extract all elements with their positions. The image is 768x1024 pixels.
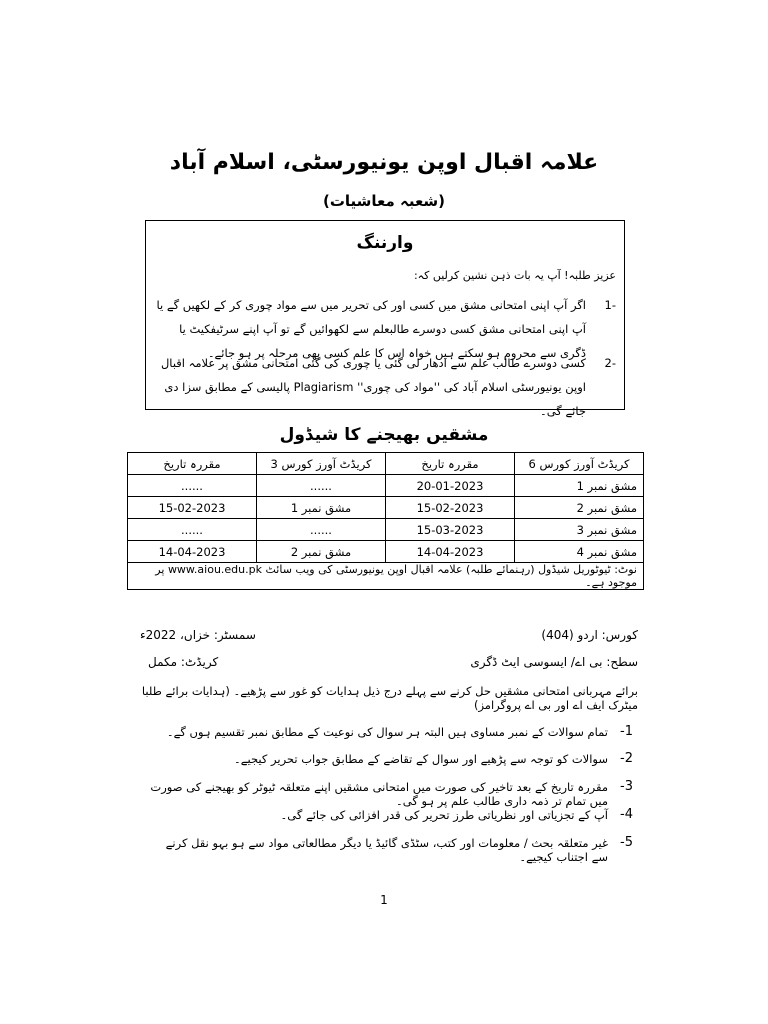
instructions-intro: برائے مہربانی امتحانی مشقیں حل کرنے سے پہلے درج ذیل ہدایات کو غور سے پڑھیے۔ (ہدایات برائے طلبا میٹرک ایف اے اور بی اے پروگرامز): [141, 684, 638, 712]
table-row: [128, 541, 644, 563]
cell-course3: مشق نمبر 2: [257, 541, 386, 563]
instruction-number: -4: [620, 807, 633, 822]
cell-date6: 14-04-2023: [386, 541, 515, 563]
cell-date3: ......: [128, 519, 257, 541]
instruction-item: سوالات کو توجہ سے پڑھیے اور سوال کے تقاضے کے مطابق جواب تحریر کیجیے۔: [234, 752, 608, 766]
header-date3: مقررہ تاریخ: [128, 453, 257, 475]
schedule-title: مشقیں بھیجنے کا شیڈول: [279, 425, 489, 445]
cell-course6: مشق نمبر 2: [515, 497, 644, 519]
instruction-number: -5: [620, 835, 633, 850]
cell-course6: مشق نمبر 1: [515, 475, 644, 497]
instruction-item: تمام سوالات کے نمبر مساوی ہیں البتہ ہر سوال کی نوعیت کے مطابق نمبر تقسیم ہوں گے۔: [166, 725, 608, 739]
cell-date3: 14-04-2023: [128, 541, 257, 563]
warning-box: [145, 220, 625, 418]
header-date6: مقررہ تاریخ: [386, 453, 515, 475]
cell-date3: 15-02-2023: [128, 497, 257, 519]
cell-course3: ......: [257, 475, 386, 497]
warning-item-text: اگر آپ اپنی امتحانی مشق میں کسی اور کی تحریر میں سے مواد چوری کر کے لکھیں گے یا آپ اپنی امتحانی مشق کسی دوسرے طالبعلم سے لکھوائیں گے تو آپ اپنے سرٹیفکیٹ یا ڈگری سے محروم ہو سکتے ہیں خواہ اس کا علم کسی بھی مرحلہ پر ہو جائے۔: [156, 298, 586, 360]
instruction-number: -2: [620, 751, 633, 766]
cell-course3: مشق نمبر 1: [257, 497, 386, 519]
cell-date3: ......: [128, 475, 257, 497]
course-name: کورس: اردو (404): [541, 628, 638, 642]
cell-course6: مشق نمبر 3: [515, 519, 644, 541]
table-note-row: [128, 563, 644, 590]
schedule-note: نوٹ: ٹیوٹوریل شیڈول (رہنمائے طلبہ) علامہ اقبال اوپن یونیورسٹی کی ویب سائٹ www.aiou.edu.pk پر موجود ہے۔: [128, 563, 644, 590]
table-row: [128, 519, 644, 541]
warning-item-text: کسی دوسرے طالب علم سے ادھار لی گئی یا چوری کی گئی امتحانی مشق پر علامہ اقبال اوپن یونیورسٹی اسلام آباد کی ''مواد کی چوری'' Plagiarism پالیسی کے مطابق سزا دی جائے گی۔: [160, 356, 586, 418]
table-row: [128, 497, 644, 519]
instruction-item: آپ کے تجزیاتی اور نظریاتی طرز تحریر کی قدر افزائی کی جائے گی۔: [280, 808, 608, 822]
semester: سمسٹر: خزاں، 2022ء: [140, 628, 256, 642]
warning-intro: عزیز طلبہ! آپ یہ بات ذہن نشین کرلیں کہ:: [413, 269, 616, 282]
schedule-table: [127, 452, 644, 590]
table-row: [128, 475, 644, 497]
cell-date6: 15-03-2023: [386, 519, 515, 541]
header-course6: 6 کریڈٹ آورز کورس: [515, 453, 644, 475]
department-subtitle: (شعبہ معاشیات): [322, 192, 446, 210]
cell-date6: 15-02-2023: [386, 497, 515, 519]
credit: کریڈٹ: مکمل: [148, 655, 219, 669]
page-number: 1: [380, 893, 388, 907]
cell-course3: ......: [257, 519, 386, 541]
level: سطح: بی اے/ ایسوسی ایٹ ڈگری: [470, 655, 638, 669]
warning-item: [154, 351, 616, 418]
instruction-number: -3: [620, 779, 633, 794]
instruction-item: مقررہ تاریخ کے بعد تاخیر کی صورت میں امتحانی مشقیں اپنے متعلقہ ٹیوٹر کو بھیجنے کی صورت میں تمام تر ذمہ داری طالب علم پر ہو گی۔: [150, 780, 608, 808]
cell-date6: 20-01-2023: [386, 475, 515, 497]
instruction-number: -1: [620, 724, 633, 739]
warning-item: [154, 293, 616, 360]
document-title: علامہ اقبال اوپن یونیورسٹی، اسلام آباد: [169, 150, 599, 175]
warning-item-number: -2: [604, 356, 616, 370]
cell-course6: مشق نمبر 4: [515, 541, 644, 563]
table-header-row: [128, 453, 644, 475]
header-course3: 3 کریڈٹ آورز کورس: [257, 453, 386, 475]
instruction-item: غیر متعلقہ بحث / معلومات اور کتب، سٹڈی گائیڈ یا دیگر مطالعاتی مواد سے ہو بہو نقل کرنے سے اجتناب کیجیے۔: [165, 836, 608, 864]
warning-item-number: -1: [604, 298, 616, 312]
warning-heading: وارننگ: [356, 233, 414, 253]
